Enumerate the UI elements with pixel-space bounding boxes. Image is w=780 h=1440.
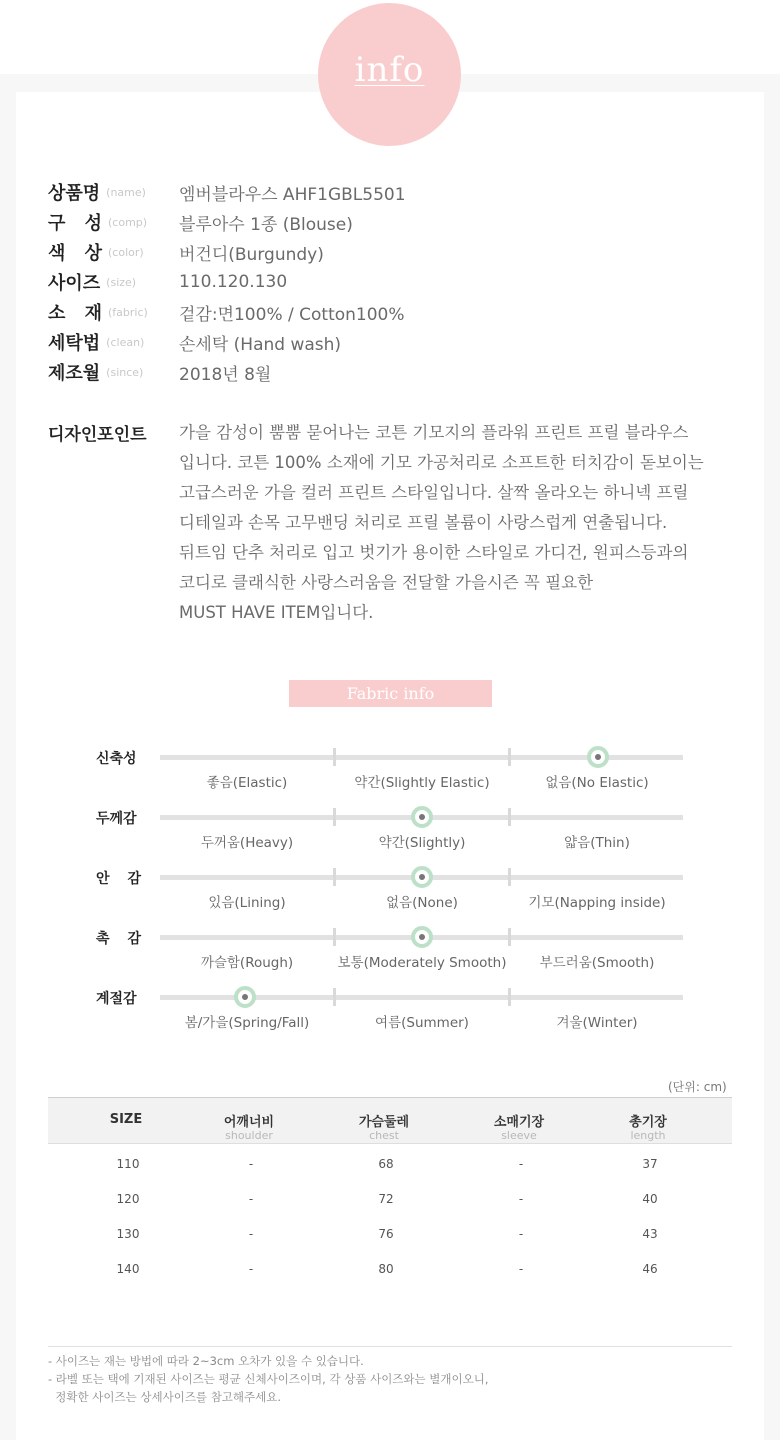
- fabric-row-label: 신축성: [96, 751, 137, 767]
- size-table-header: [48, 1097, 732, 1144]
- fabric-tick: [508, 988, 511, 1006]
- spec-label-en: (size): [106, 275, 137, 289]
- fabric-tick: [333, 748, 336, 766]
- header-label: 총기장: [629, 1115, 667, 1130]
- fabric-option: 겨울(Winter): [556, 1015, 638, 1031]
- table-cell: -: [518, 1157, 524, 1171]
- table-cell: 43: [642, 1227, 658, 1241]
- fabric-marker-selected: [587, 746, 609, 768]
- fabric-tick: [333, 808, 336, 826]
- spec-label-en: (clean): [106, 335, 145, 349]
- fabric-tick: [508, 748, 511, 766]
- table-cell: -: [518, 1192, 524, 1206]
- fabric-option: 좋음(Elastic): [206, 775, 288, 791]
- table-cell: -: [248, 1227, 254, 1241]
- fabric-row-label: 계절감: [96, 991, 137, 1007]
- fabric-row-label: 두께감: [96, 811, 137, 827]
- fabric-option: 보통(Moderately Smooth): [337, 955, 507, 971]
- table-cell: 37: [642, 1157, 658, 1171]
- spec-label-en: (color): [108, 245, 144, 259]
- spec-label-en: (since): [106, 365, 144, 379]
- fabric-row-label: [96, 928, 141, 948]
- spec-fabric: [48, 297, 405, 327]
- table-cell: -: [248, 1192, 254, 1206]
- spec-label-part: 재: [84, 303, 102, 324]
- spec-label: 제조월: [48, 363, 101, 384]
- note-text: - 라벨 또는 택에 기재된 사이즈는 평균 신체사이즈이며, 각 상품 사이즈와는 별개이오니,: [48, 1372, 489, 1386]
- header-label-en: length: [630, 1129, 666, 1142]
- table-cell: -: [248, 1157, 254, 1171]
- header-label: SIZE: [109, 1112, 143, 1127]
- spec-label: [48, 209, 102, 235]
- fabric-option: 까슬함(Rough): [200, 955, 294, 971]
- spec-value: 블루아수 1종 (Blouse): [179, 214, 353, 235]
- note-text: 정확한 사이즈는 상세사이즈를 참고해주세요.: [48, 1390, 282, 1404]
- spec-label: 사이즈: [48, 273, 101, 294]
- header-label: 어깨너비: [223, 1115, 275, 1130]
- fabric-option: 두꺼움(Heavy): [200, 835, 294, 851]
- spec-size: [48, 267, 288, 297]
- table-cell: -: [518, 1227, 524, 1241]
- spec-label: [48, 239, 102, 265]
- spec-label-en: (fabric): [108, 305, 148, 319]
- size-unit: (단위: cm): [668, 1080, 727, 1094]
- notes-divider: [48, 1346, 732, 1347]
- fabric-option: 기모(Napping inside): [528, 895, 666, 911]
- info-title: info: [354, 50, 425, 90]
- note-text: - 사이즈는 재는 방법에 따라 2~3cm 오차가 있을 수 있습니다.: [48, 1354, 364, 1368]
- table-cell: 76: [378, 1227, 394, 1241]
- table-cell: 130: [116, 1227, 140, 1241]
- fabric-option: 있음(Lining): [208, 895, 286, 911]
- spec-name: [48, 177, 406, 207]
- header-label-en: sleeve: [501, 1129, 537, 1142]
- fabric-option: 얇음(Thin): [564, 835, 630, 851]
- header-label: 소매기장: [493, 1115, 545, 1130]
- fabric-tick: [508, 808, 511, 826]
- table-cell: 46: [642, 1262, 658, 1276]
- table-cell: 68: [378, 1157, 394, 1171]
- fabric-option: 없음(No Elastic): [545, 775, 649, 791]
- spec-label-part: 구: [48, 213, 66, 234]
- spec-value: 버건디(Burgundy): [179, 244, 324, 265]
- spec-label-part: 상: [84, 243, 102, 264]
- table-cell: 40: [642, 1192, 658, 1206]
- fabric-row-label-part: 감: [127, 931, 141, 947]
- spec-label-en: (name): [106, 185, 146, 199]
- table-cell: 80: [378, 1262, 394, 1276]
- header-label: 가슴둘레: [358, 1115, 410, 1130]
- spec-label: [48, 299, 102, 325]
- fabric-option: 부드러움(Smooth): [539, 955, 655, 971]
- fabric-option: 여름(Summer): [375, 1015, 469, 1031]
- spec-value: 겉감:면100% / Cotton100%: [179, 304, 405, 325]
- spec-label-part: 색: [48, 243, 66, 264]
- table-cell: -: [518, 1262, 524, 1276]
- fabric-tick: [333, 988, 336, 1006]
- fabric-marker-selected: [234, 986, 256, 1008]
- table-cell: 72: [378, 1192, 394, 1206]
- fabric-marker-selected: [411, 926, 433, 948]
- fabric-row-label: [96, 868, 141, 888]
- design-point-label: 디자인포인트: [48, 425, 147, 445]
- fabric-option: 없음(None): [386, 895, 458, 911]
- fabric-tick: [508, 928, 511, 946]
- fabric-tick: [508, 868, 511, 886]
- spec-value: 2018년 8월: [179, 364, 272, 385]
- fabric-tick: [333, 868, 336, 886]
- table-cell: -: [248, 1262, 254, 1276]
- spec-label: 상품명: [48, 183, 101, 204]
- spec-color: [48, 237, 324, 267]
- spec-label-part: 소: [48, 303, 66, 324]
- fabric-option: 봄/가을(Spring/Fall): [184, 1015, 310, 1031]
- fabric-row-label-part: 촉: [96, 931, 110, 947]
- header-label-en: chest: [369, 1129, 399, 1142]
- table-cell: 140: [116, 1262, 140, 1276]
- fabric-row-label-part: 안: [96, 871, 110, 887]
- spec-since: [48, 357, 272, 387]
- fabric-option: 약간(Slightly Elastic): [354, 775, 490, 791]
- spec-value: 110.120.130: [179, 272, 288, 292]
- spec-clean: [48, 327, 342, 357]
- design-point-text: 가을 감성이 뿜뿜 묻어나는 코튼 기모지의 플라워 프린트 프릴 블라우스 입니다. 코튼 100% 소재에 기모 가공처리로 소프트한 터치감이 돋보이는 고급스러운 가을 컬러 프린트 스타일입니다. 살짝 올라오는 하니넥 프릴 디테일과 손목 고무밴딩 처리로 프릴 볼륨이 사랑스럽게 연출됩니다. 뒤트임 단추 처리로 입고 벗기가 용이한 스타일로 가디건, 원피스등과의 코디로 클래식한 사랑스러움을 전달할 가을시즌 꼭 필요한 MUST HAVE ITEM입니다.: [179, 423, 704, 622]
- fabric-info-title: Fabric info: [289, 680, 492, 707]
- spec-label-en: (comp): [108, 215, 148, 229]
- fabric-marker-selected: [411, 866, 433, 888]
- table-cell: 110: [116, 1157, 140, 1171]
- header-label-en: shoulder: [225, 1129, 273, 1142]
- spec-comp: [48, 207, 353, 237]
- fabric-tick: [333, 928, 336, 946]
- fabric-row-label-part: 감: [127, 871, 141, 887]
- header-length: [568, 1098, 728, 1141]
- fabric-option: 약간(Slightly): [378, 835, 466, 851]
- spec-value: 엠버블라우스 AHF1GBL5501: [179, 184, 406, 205]
- table-cell: 120: [116, 1192, 140, 1206]
- spec-value: 손세탁 (Hand wash): [179, 334, 342, 355]
- fabric-marker-selected: [411, 806, 433, 828]
- spec-label-part: 성: [84, 213, 102, 234]
- spec-label: 세탁법: [48, 333, 101, 354]
